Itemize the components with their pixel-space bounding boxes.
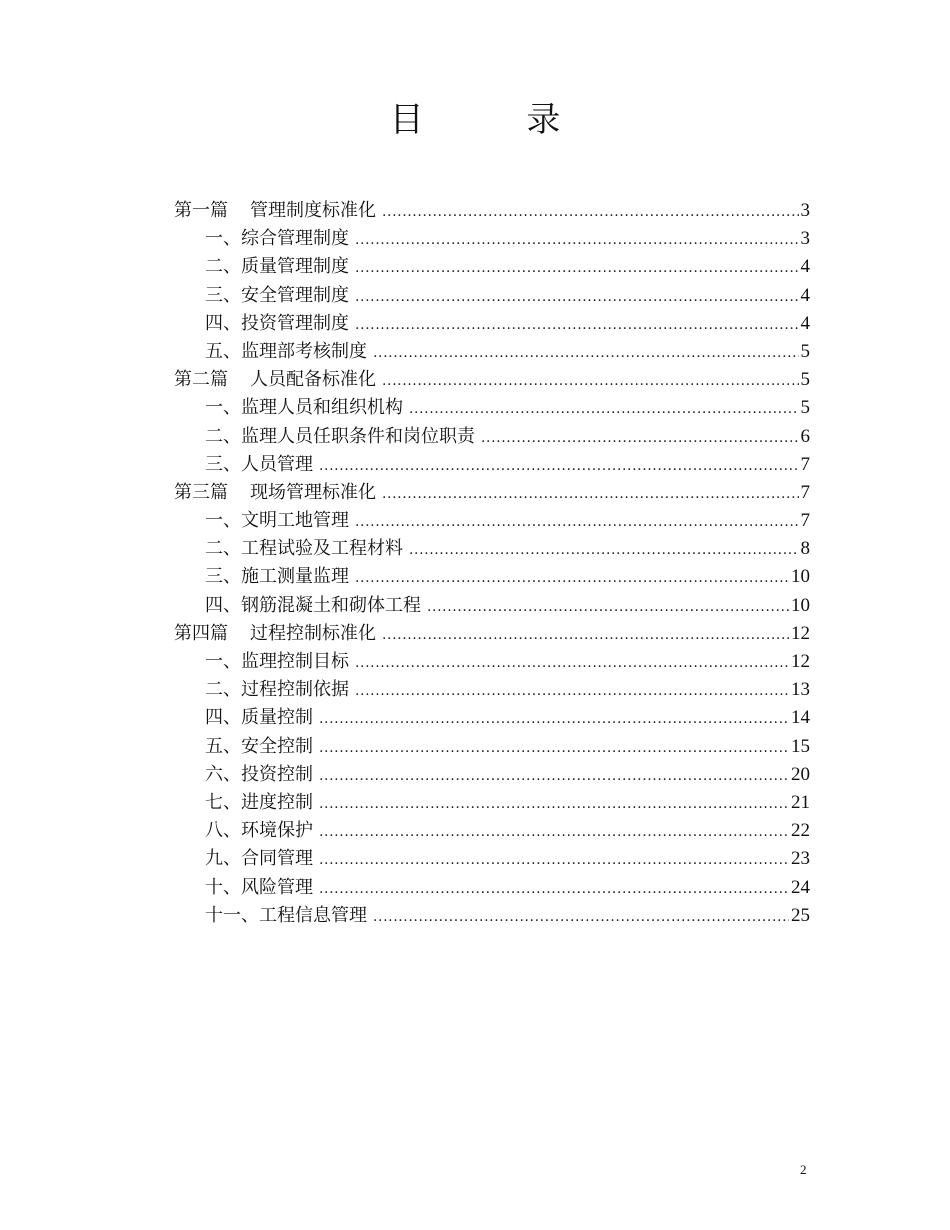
- toc-leader-dots: [382, 367, 799, 395]
- toc-section-entry[interactable]: [174, 507, 810, 535]
- toc-section-entry[interactable]: [174, 704, 810, 732]
- toc-entry-text: 三、安全管理制度: [205, 284, 349, 306]
- toc-leader-dots: [382, 198, 799, 226]
- toc-entry-text: 四、投资管理制度: [205, 312, 349, 334]
- toc-leader-dots: [355, 564, 789, 592]
- toc-page-number: 7: [800, 481, 810, 503]
- toc-entry-text: 一、监理人员和组织机构: [205, 397, 403, 419]
- toc-leader-dots: [382, 621, 789, 649]
- toc-entry-text: 二、质量管理制度: [205, 256, 349, 278]
- toc-part-entry[interactable]: [174, 620, 810, 648]
- toc-leader-dots: [355, 254, 799, 282]
- toc-entry-title: [174, 197, 376, 225]
- toc-entry-title: [205, 451, 313, 479]
- toc-entry-text: 四、钢筋混凝土和砌体工程: [205, 594, 421, 616]
- toc-page-number: 5: [800, 340, 810, 362]
- toc-entry-text: 二、工程试验及工程材料: [205, 538, 403, 560]
- toc-leader-dots: [319, 734, 789, 762]
- toc-leader-dots: [409, 536, 799, 564]
- toc-entry-title: [174, 620, 376, 648]
- toc-page-number: 5: [800, 397, 810, 419]
- toc-entry-title: [205, 648, 349, 676]
- toc-entry-title: [205, 563, 349, 591]
- toc-leader-dots: [355, 508, 799, 536]
- toc-page-number: 4: [800, 312, 810, 334]
- toc-entry-text: 三、施工测量监理: [205, 566, 349, 588]
- toc-leader-dots: [319, 762, 789, 790]
- toc-section-entry[interactable]: [174, 535, 810, 563]
- toc-page-number: 24: [791, 876, 810, 898]
- toc-entry-title: [174, 366, 376, 394]
- toc-section-entry[interactable]: [174, 761, 810, 789]
- toc-page-number: 10: [791, 566, 810, 588]
- toc-section-entry[interactable]: [174, 676, 810, 704]
- toc-page-number: 22: [791, 820, 810, 842]
- toc-entry-title: [205, 761, 313, 789]
- toc-page-number: 12: [791, 651, 810, 672]
- toc-part-entry[interactable]: [174, 366, 810, 394]
- toc-leader-dots: [373, 903, 789, 931]
- toc-page-number: 15: [791, 735, 810, 757]
- toc-page-number: 10: [791, 594, 810, 616]
- toc-entry-text: 管理制度标准化: [250, 200, 376, 221]
- toc-entry-title: [205, 817, 313, 845]
- toc-page-number: 5: [800, 369, 810, 391]
- toc-entry-text: 现场管理标准化: [250, 481, 376, 503]
- toc-page-number: 12: [791, 622, 810, 644]
- toc-section-entry[interactable]: [174, 874, 810, 902]
- toc-section-entry[interactable]: [174, 394, 810, 422]
- toc-entry-title: [205, 874, 313, 902]
- toc-entry-text: 六、投资控制: [205, 763, 313, 785]
- toc-entry-text: 九、合同管理: [205, 848, 313, 870]
- toc-entry-text: 二、过程控制依据: [205, 679, 349, 701]
- toc-entry-title: [205, 592, 421, 620]
- toc-page-number: 13: [791, 679, 810, 701]
- toc-entry-title: [205, 310, 349, 338]
- toc-entry-title: [205, 902, 367, 930]
- toc-leader-dots: [319, 705, 789, 733]
- toc-page-number: 7: [800, 453, 810, 475]
- toc-part-entry[interactable]: [174, 479, 810, 507]
- toc-section-entry[interactable]: [174, 310, 810, 338]
- toc-entry-text: 八、环境保护: [205, 820, 313, 842]
- toc-section-entry[interactable]: [174, 338, 810, 366]
- toc-entry-title: [205, 338, 367, 366]
- toc-entry-text: 五、安全控制: [205, 735, 313, 757]
- toc-page-number: 14: [791, 707, 810, 729]
- toc-entry-text: 十、风险管理: [205, 876, 313, 898]
- toc-section-entry[interactable]: [174, 282, 810, 310]
- toc-page-number: 25: [791, 904, 810, 926]
- toc-section-entry[interactable]: [174, 789, 810, 817]
- toc-leader-dots: [355, 677, 789, 705]
- toc-section-entry[interactable]: [174, 733, 810, 761]
- toc-section-entry[interactable]: [174, 592, 810, 620]
- toc-entry-title: [205, 789, 313, 817]
- toc-page-number: 7: [800, 510, 810, 532]
- toc-entry-title: [205, 676, 349, 704]
- toc-part-label: 第四篇: [174, 622, 228, 644]
- toc-page-number: 23: [791, 848, 810, 870]
- toc-part-label: 第三篇: [174, 481, 228, 503]
- toc-entry-title: [205, 253, 349, 281]
- toc-leader-dots: [355, 226, 799, 254]
- toc-leader-dots: [319, 846, 789, 874]
- toc-entry-title: [205, 282, 349, 310]
- toc-entry-text: 一、综合管理制度: [205, 228, 349, 250]
- toc-leader-dots: [319, 875, 789, 903]
- toc-entry-title: [205, 704, 313, 732]
- toc-leader-dots: [319, 790, 789, 818]
- toc-leader-dots: [319, 818, 789, 846]
- toc-entry-title: [205, 423, 475, 451]
- toc-section-entry[interactable]: [174, 451, 810, 479]
- toc-entry-title: [174, 479, 376, 507]
- toc-entry-text: 四、质量控制: [205, 707, 313, 729]
- toc-page-number: 3: [800, 200, 810, 221]
- toc-page-number: 4: [800, 256, 810, 278]
- toc-entry-text: 过程控制标准化: [250, 622, 376, 644]
- toc-entry-text: 五、监理部考核制度: [205, 340, 367, 362]
- toc-entry-text: 三、人员管理: [205, 453, 313, 475]
- toc-section-entry[interactable]: [174, 817, 810, 845]
- toc-section-entry[interactable]: [174, 845, 810, 873]
- toc-list: [174, 197, 810, 930]
- toc-entry-title: [205, 535, 403, 563]
- toc-page-number: 21: [791, 791, 810, 813]
- toc-entry-text: 人员配备标准化: [250, 369, 376, 391]
- toc-entry-text: 一、监理控制目标: [205, 651, 349, 672]
- toc-section-entry[interactable]: [174, 648, 810, 676]
- toc-section-entry[interactable]: [174, 902, 810, 930]
- toc-section-entry[interactable]: [174, 253, 810, 281]
- toc-part-entry[interactable]: [174, 197, 810, 225]
- toc-entry-text: 一、文明工地管理: [205, 510, 349, 532]
- toc-page-number: 3: [800, 228, 810, 250]
- toc-leader-dots: [319, 452, 799, 480]
- toc-leader-dots: [355, 649, 789, 677]
- toc-page-number: 8: [800, 538, 810, 560]
- toc-leader-dots: [382, 480, 799, 508]
- toc-leader-dots: [409, 395, 799, 423]
- toc-entry-title: [205, 225, 349, 253]
- toc-leader-dots: [355, 283, 799, 311]
- toc-section-entry[interactable]: [174, 563, 810, 591]
- toc-leader-dots: [427, 593, 789, 621]
- toc-leader-dots: [373, 339, 799, 367]
- toc-title: 目 录: [389, 100, 607, 140]
- toc-section-entry[interactable]: [174, 423, 810, 451]
- toc-part-label: 第一篇: [174, 200, 228, 221]
- toc-entry-text: 十一、工程信息管理: [205, 904, 367, 926]
- toc-part-label: 第二篇: [174, 369, 228, 391]
- toc-section-entry[interactable]: [174, 225, 810, 253]
- toc-page-number: 20: [791, 763, 810, 785]
- toc-entry-text: 七、进度控制: [205, 791, 313, 813]
- toc-page-number: 6: [800, 425, 810, 447]
- toc-entry-title: [205, 733, 313, 761]
- toc-page-number: 4: [800, 284, 810, 306]
- page-number: 2: [800, 1162, 807, 1177]
- toc-entry-title: [205, 845, 313, 873]
- toc-entry-title: [205, 394, 403, 422]
- toc-leader-dots: [355, 311, 799, 339]
- toc-entry-text: 二、监理人员任职条件和岗位职责: [205, 425, 475, 447]
- toc-leader-dots: [481, 424, 799, 452]
- toc-entry-title: [205, 507, 349, 535]
